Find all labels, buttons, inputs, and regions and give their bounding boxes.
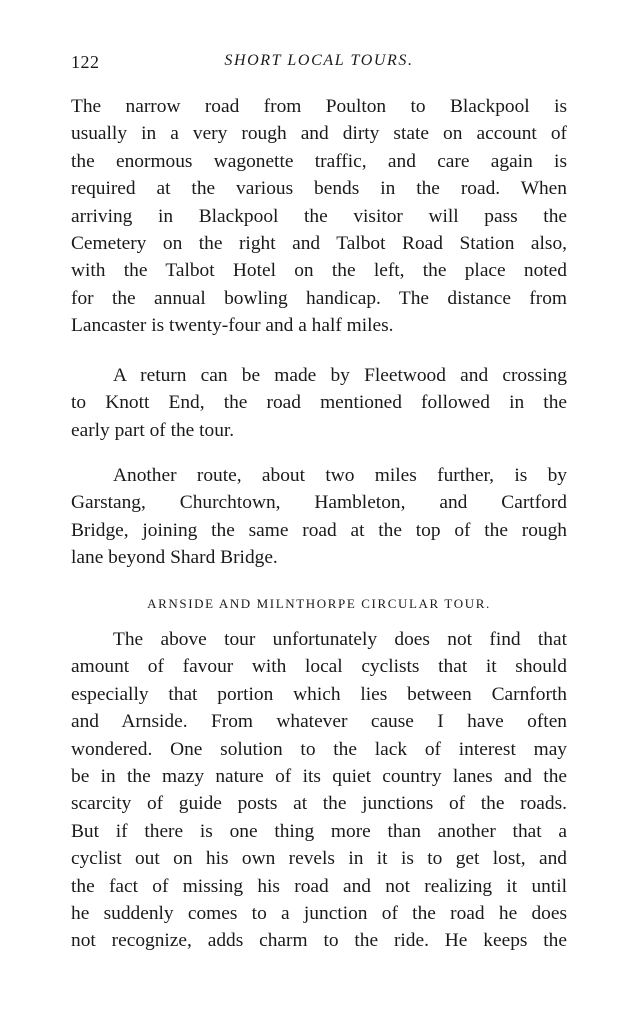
text-line: and Arnside. From whatever cause I have often: [71, 711, 567, 733]
text-line: especially that portion which lies between Carnforth: [71, 683, 567, 705]
text-line: Cemetery on the right and Talbot Road Station also,: [71, 232, 567, 254]
text-line: he suddenly comes to a junction of the road he does: [71, 902, 567, 924]
text-line: arriving in Blackpool the visitor will pass the: [71, 205, 567, 227]
text-line: scarcity of guide posts at the junctions of the roads.: [71, 793, 567, 815]
text-line: the enormous wagonette traffic, and care again is: [71, 150, 567, 172]
text-line: Bridge, joining the same road at the top of the rough: [71, 519, 567, 541]
text-line: amount of favour with local cyclists that it should: [71, 656, 567, 678]
text-line: the fact of missing his road and not realizing it until: [71, 875, 567, 897]
running-title: SHORT LOCAL TOURS.: [224, 52, 414, 69]
text-line: usually in a very rough and dirty state on account of: [71, 123, 567, 145]
text-line: Lancaster is twenty-four and a half miles.: [71, 315, 394, 337]
text-line: The above tour unfortunately does not find that: [113, 629, 567, 650]
text-line: Garstang, Churchtown, Hambleton, and Cartford: [71, 492, 567, 514]
text-line: be in the mazy nature of its quiet country lanes and the: [71, 765, 567, 787]
page-number: 122: [71, 52, 100, 72]
text-line: not recognize, adds charm to the ride. He keeps the: [71, 930, 567, 952]
text-line: cyclist out on his own revels in it is to get lost, and: [71, 848, 567, 870]
text-line: A return can be made by Fleetwood and crossing: [113, 365, 567, 386]
section-heading: ARNSIDE AND MILNTHORPE CIRCULAR TOUR.: [147, 596, 491, 611]
text-line: for the annual bowling handicap. The distance from: [71, 287, 567, 309]
paragraph-1: [71, 93, 567, 340]
text-line: Another route, about two miles further, is by: [113, 465, 567, 486]
text-line: early part of the tour.: [71, 419, 235, 441]
paragraph-4: [71, 626, 567, 955]
text-line: But if there is one thing more than another that a: [71, 820, 567, 842]
text-line: wondered. One solution to the lack of interest may: [71, 738, 567, 760]
text-line: required at the various bends in the road. When: [71, 178, 567, 200]
page-header: [71, 52, 567, 74]
text-line: The narrow road from Poulton to Blackpool is: [71, 96, 567, 117]
text-line: lane beyond Shard Bridge.: [71, 547, 278, 569]
text-line: with the Talbot Hotel on the left, the place noted: [71, 260, 567, 282]
paragraph-3: [71, 462, 567, 572]
paragraph-2: [71, 362, 567, 444]
text-line: to Knott End, the road mentioned followed in the: [71, 392, 567, 414]
